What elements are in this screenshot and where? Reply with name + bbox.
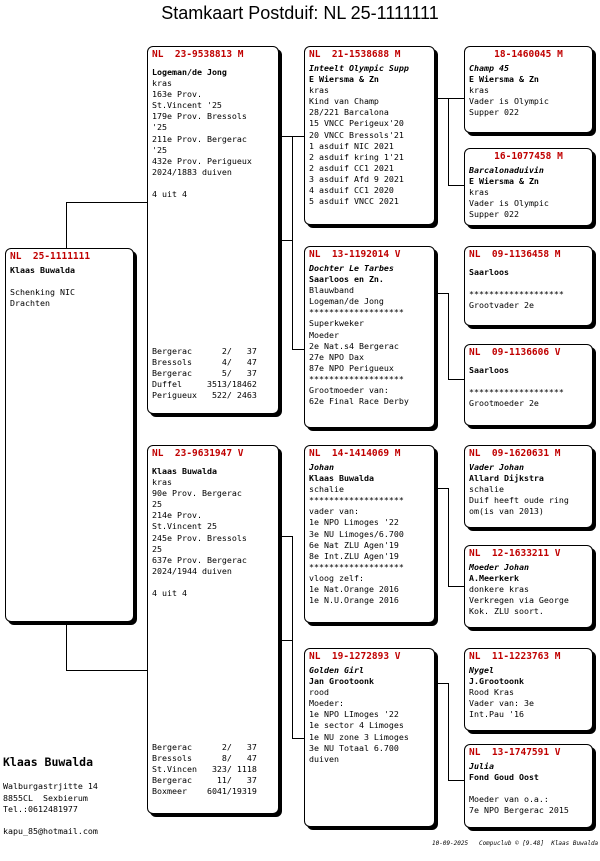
ring-number: NL 23-9631947 V <box>152 448 244 459</box>
owner-name: Logeman/de Jong <box>152 67 227 77</box>
pigeon-details: kras 90e Prov. Bergerac 25 214e Prov. St.Vincent 25 245e Prov. Bressols 25 637e Prov. Bergerac 2024/1944 duiven 4 uit 4 <box>152 477 247 599</box>
mother-mother-father-card[interactable] <box>464 648 593 731</box>
ring-number: NL 13-1192014 V <box>309 249 401 260</box>
ring-number: 16-1077458 M <box>494 151 563 162</box>
page-title: Stamkaart Postduif: NL 25-1111111 <box>161 3 439 23</box>
connector-line <box>435 683 449 684</box>
pigeon-nickname: Champ 45 <box>469 63 509 73</box>
father-father-mother-card[interactable] <box>464 148 593 226</box>
main-pigeon-card[interactable] <box>5 248 134 622</box>
connector-line <box>66 202 67 248</box>
connector-line <box>279 536 293 537</box>
owner-name: J.Grootoonk <box>469 676 524 687</box>
pigeon-details: kras Vader is Olympic Supper 022 <box>469 187 549 220</box>
connector-line <box>435 293 449 294</box>
ring-number: NL 11-1223763 M <box>469 651 561 662</box>
owner-address: Walburgastrjitte 14 8855CL Sexbierum Tel.:0612481977 <box>3 781 98 814</box>
pigeon-details: kras Kind van Champ 28/221 Barcalona 15 VNCC Perigeux'20 20 VNCC Bressols'21 1 asduif NIC 2021 2 asduif kring 1'21 2 asduif CC1 2021 3 asduif Afd 9 2021 4 asduif CC1 2020 5 asduif VNCC 2021 <box>309 85 404 207</box>
father-father-card[interactable] <box>304 46 435 225</box>
ring-number: NL 09-1136458 M <box>469 249 561 260</box>
owner-name: E Wiersma & Zn <box>309 74 379 85</box>
owner-name: A.Meerkerk <box>469 573 519 584</box>
owner-name: E Wiersma & Zn <box>469 74 539 85</box>
ring-number: NL 09-1620631 M <box>469 448 561 459</box>
connector-line <box>279 240 293 241</box>
owner-name: Klaas Buwalda <box>3 754 94 769</box>
connector-line <box>279 640 293 641</box>
ring-number: NL 25-1111111 <box>10 251 91 262</box>
connector-line <box>448 98 449 185</box>
ring-number: NL 12-1633211 V <box>469 548 561 559</box>
father-mother-father-card[interactable] <box>464 246 593 326</box>
father-card[interactable] <box>147 46 279 414</box>
owner-name: Klaas Buwalda <box>152 466 217 476</box>
pigeon-details: Rood Kras Vader van: 3e Int.Pau '16 <box>469 687 534 720</box>
pigeon-details: ******************* Grootvader 2e <box>469 289 564 311</box>
owner-name: Allard Dijkstra <box>469 473 544 484</box>
ring-number: NL 21-1538688 M <box>309 49 401 60</box>
connector-line <box>292 349 304 350</box>
connector-line <box>66 670 147 671</box>
owner-name: Saarloos en Zn. <box>309 274 384 285</box>
connector-line <box>292 536 293 738</box>
pigeon-nickname: Golden Girl <box>309 665 364 675</box>
father-mother-card[interactable] <box>304 246 435 428</box>
pigeon-nickname: Moeder Johan <box>469 562 529 572</box>
connector-line <box>292 136 304 137</box>
owner-email[interactable]: kapu_85@hotmail.com <box>3 826 98 836</box>
pigeon-details: kras Vader is Olympic Supper 022 <box>469 85 549 118</box>
pigeon-details: Blauwband Logeman/de Jong ******************* Superkweker Moeder 2e Nat.s4 Bergerac 27e NPO Dax 87e NPO Perigueux ******************* Grootmoeder van: 62e Final Race Derby <box>309 285 409 407</box>
pigeon-details: rood Moeder: 1e NPO LImoges '22 1e sector 4 Limoges 1e NU zone 3 Limoges 3e NU Totaal 6.700 duiven <box>309 687 409 764</box>
footer-credit: 10-09-2025 Compuclub © [9.48] Klaas Buwalda <box>432 840 599 847</box>
connector-line <box>448 780 464 781</box>
mother-mother-card[interactable] <box>304 648 435 827</box>
owner-name: Jan Grootoonk <box>309 676 374 687</box>
pigeon-details: donkere kras Verkregen via George Kok. ZLU soort. <box>469 584 569 617</box>
pigeon-details: schalie Duif heeft oude ring om(is van 2013) <box>469 484 569 517</box>
ring-number: NL 19-1272893 V <box>309 651 401 662</box>
father-mother-mother-card[interactable] <box>464 344 593 426</box>
connector-line <box>435 488 449 489</box>
ring-number: NL 09-1136606 V <box>469 347 561 358</box>
connector-line <box>448 586 464 587</box>
owner-name: Klaas Buwalda <box>309 473 374 484</box>
connector-line <box>448 488 449 586</box>
connector-line <box>66 622 67 670</box>
connector-line <box>66 202 147 203</box>
pigeon-nickname: Barcalonaduivin <box>469 165 544 175</box>
owner-block <box>3 743 98 827</box>
connector-line <box>292 136 293 349</box>
pigeon-details: kras 163e Prov. St.Vincent '25 179e Prov. Bressols '25 211e Prov. Bergerac '25 432e Prov. Perigueux 2024/1883 duiven 4 uit 4 <box>152 78 252 200</box>
pigeon-details: Moeder van o.a.: 7e NPO Bergerac 2015 <box>469 794 569 816</box>
ring-number: NL 14-1414069 M <box>309 448 401 459</box>
mother-father-card[interactable] <box>304 445 435 623</box>
connector-line <box>448 379 464 380</box>
owner-name: Fond Goud Oost <box>469 772 539 783</box>
race-results: Bergerac 2/ 37 Bressols 8/ 47 St.Vincen 323/ 1118 Bergerac 11/ 37 Boxmeer 6041/19319 <box>152 742 257 797</box>
pigeon-nickname: Vader Johan <box>469 462 524 472</box>
pigeon-nickname: Julia <box>469 761 494 771</box>
connector-line <box>292 738 304 739</box>
owner-name: E Wiersma & Zn <box>469 176 539 187</box>
ring-number: NL 23-9538813 M <box>152 49 244 60</box>
owner-name: Saarloos <box>469 267 509 277</box>
race-results: Bergerac 2/ 37 Bressols 4/ 47 Bergerac 5/ 37 Duffel 3513/18462 Perigueux 522/ 2463 <box>152 346 257 401</box>
ring-number: NL 13-1747591 V <box>469 747 561 758</box>
connector-line <box>435 98 449 99</box>
connector-line <box>448 293 449 379</box>
father-father-father-card[interactable] <box>464 46 593 133</box>
connector-line <box>279 136 293 137</box>
connector-line <box>448 683 449 780</box>
mother-father-mother-card[interactable] <box>464 545 593 628</box>
pigeon-nickname: Inteelt Olympic Supp <box>309 63 409 73</box>
mother-card[interactable] <box>147 445 279 814</box>
owner-name: Saarloos <box>469 365 509 375</box>
mother-father-father-card[interactable] <box>464 445 593 528</box>
pigeon-nickname: Nygel <box>469 665 494 675</box>
pigeon-nickname: Johan <box>309 462 334 472</box>
mother-mother-mother-card[interactable] <box>464 744 593 828</box>
owner-name: Klaas Buwalda <box>10 265 75 275</box>
pigeon-details: ******************* Grootmoeder 2e <box>469 387 564 409</box>
connector-line <box>448 98 464 99</box>
pigeon-nickname: Dochter Le Tarbes <box>309 263 394 273</box>
pigeon-details: schalie ******************* vader van: 1e NPO Limoges '22 3e NU Limoges/6.700 6e Nat ZLU Agen'19 8e Int.ZLU Agen'19 ******************* vloog zelf: 1e Nat.Orange 2016 1e N.U.Orange 2016 <box>309 484 404 606</box>
pigeon-details: Schenking NIC Drachten <box>10 287 75 309</box>
ring-number: 18-1460045 M <box>494 49 563 60</box>
connector-line <box>448 185 464 186</box>
